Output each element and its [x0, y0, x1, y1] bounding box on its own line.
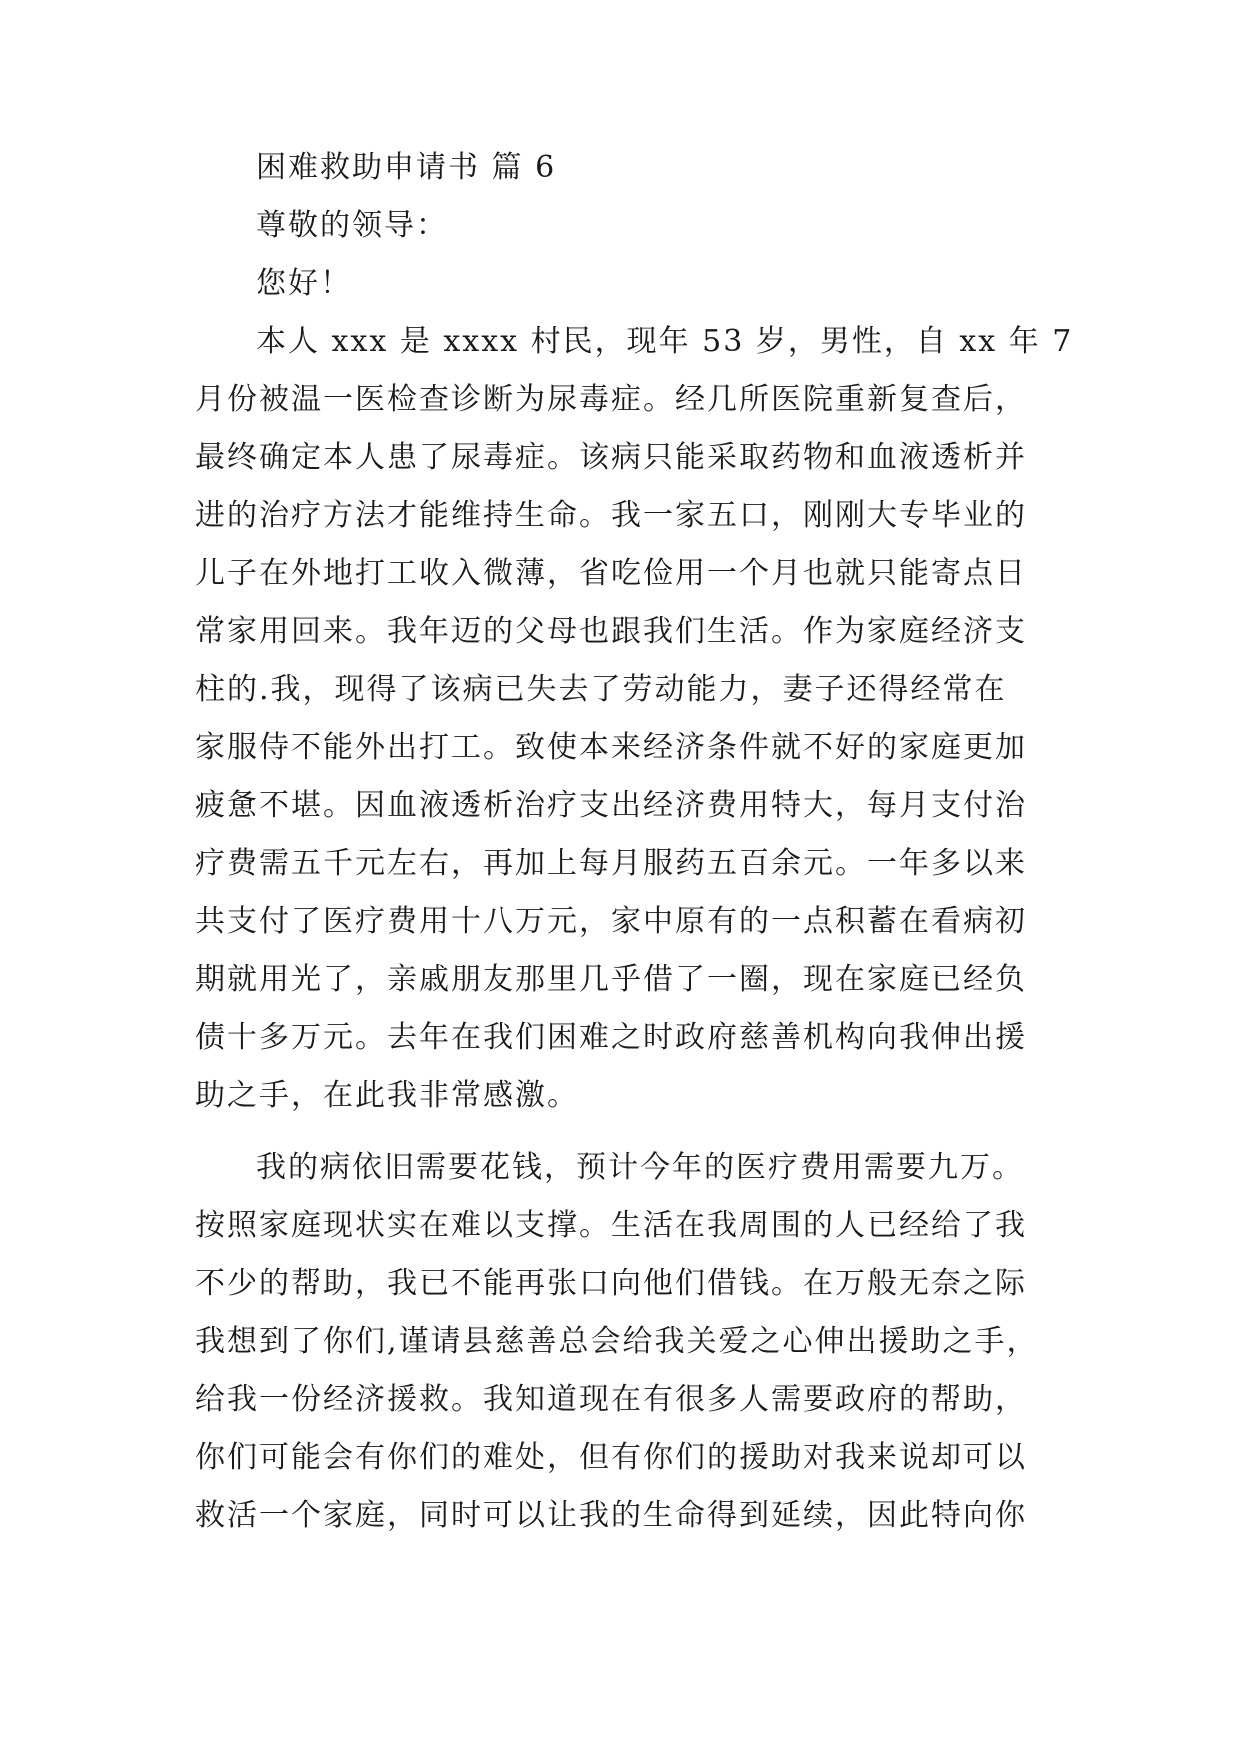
paragraph1-line: 进的治疗方法才能维持生命。我一家五口，刚刚大专毕业的 — [195, 498, 1027, 533]
paragraph1-line: 本人 xxx 是 xxxx 村民，现年 53 岁，男性，自 xx 年 7 — [256, 324, 1074, 359]
paragraph2-line: 救活一个家庭，同时可以让我的生命得到延续，因此特向你 — [195, 1498, 1027, 1533]
paragraph1-line: 儿子在外地打工收入微薄，省吃俭用一个月也就只能寄点日 — [195, 556, 1027, 591]
greeting: 您好！ — [256, 266, 352, 301]
paragraph1-line: 期就用光了，亲戚朋友那里几乎借了一圈，现在家庭已经负 — [195, 962, 1027, 997]
paragraph1-line: 疗费需五千元左右，再加上每月服药五百余元。一年多以来 — [195, 846, 1027, 881]
paragraph1-line: 最终确定本人患了尿毒症。该病只能采取药物和血液透析并 — [195, 440, 1027, 475]
paragraph2-line: 我的病依旧需要花钱，预计今年的医疗费用需要九万。 — [256, 1150, 1024, 1185]
paragraph2-line: 你们可能会有你们的难处，但有你们的援助对我来说却可以 — [195, 1440, 1027, 1475]
paragraph2-line: 给我一份经济援救。我知道现在有很多人需要政府的帮助， — [195, 1382, 1027, 1417]
paragraph1-line: 债十多万元。去年在我们困难之时政府慈善机构向我伸出援 — [195, 1020, 1027, 1055]
paragraph1-line: 家服侍不能外出打工。致使本来经济条件就不好的家庭更加 — [195, 730, 1027, 765]
paragraph2-line: 我想到了你们,谨请县慈善总会给我关爱之心伸出援助之手， — [195, 1324, 1039, 1359]
paragraph1-line: 常家用回来。我年迈的父母也跟我们生活。作为家庭经济支 — [195, 614, 1027, 649]
paragraph1-line: 柱的.我，现得了该病已失去了劳动能力，妻子还得经常在 — [195, 672, 1007, 707]
document-title: 困难救助申请书 篇 6 — [256, 150, 557, 185]
paragraph1-line: 月份被温一医检查诊断为尿毒症。经几所医院重新复查后， — [195, 382, 1027, 417]
paragraph1-line: 疲惫不堪。因血液透析治疗支出经济费用特大，每月支付治 — [195, 788, 1027, 823]
paragraph2-line: 不少的帮助，我已不能再张口向他们借钱。在万般无奈之际 — [195, 1266, 1027, 1301]
paragraph1-line: 助之手，在此我非常感激。 — [195, 1078, 579, 1113]
paragraph1-line: 共支付了医疗费用十八万元，家中原有的一点积蓄在看病初 — [195, 904, 1027, 939]
paragraph2-line: 按照家庭现状实在难以支撑。生活在我周围的人已经给了我 — [195, 1208, 1027, 1243]
salutation: 尊敬的领导： — [256, 208, 448, 243]
